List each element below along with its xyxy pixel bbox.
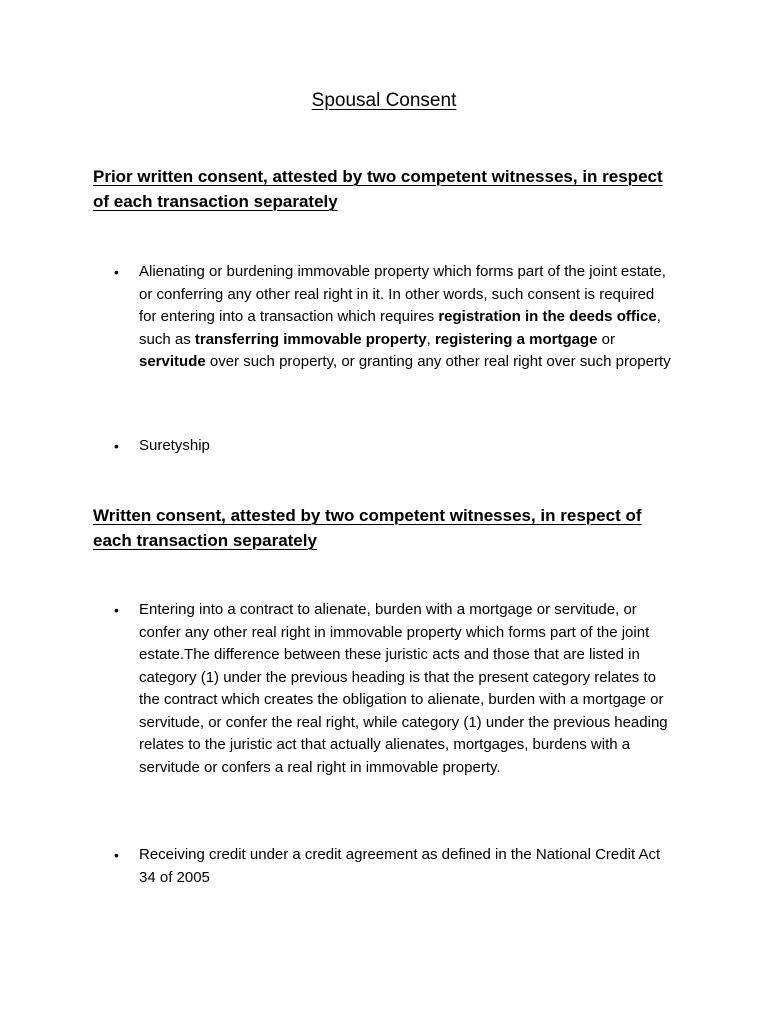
bold-text-run: servitude — [139, 353, 206, 370]
text-run: or — [597, 330, 616, 348]
list-item-text: Suretyship — [139, 437, 210, 454]
bold-text-run: transferring immovable property — [194, 330, 427, 348]
section-heading-text: Written consent, attested by two competent witnesses, in respect of each transaction separately — [93, 506, 642, 550]
list-item-suretyship — [114, 435, 674, 458]
section-heading-prior-written-consent — [93, 164, 683, 214]
list-item-text: Entering into a contract to alienate, burden with a mortgage or servitude, or confer any other real right in immovable property which forms part of the joint estate.The difference between these juristic acts and those that are listed in category (1) under the previous heading is that the present category relates to the contract which creates the obligation to alienate, burden with a mortgage or servitude, or confer the real right, while category (1) under the previous heading relates to the juristic act that actually alienates, mortgages, burdens with a servitude or confers a real right in immovable property. — [139, 601, 668, 776]
text-run: , such as — [139, 308, 661, 348]
document-title-text: Spousal Consent — [311, 90, 457, 111]
section-heading-written-consent — [93, 503, 683, 553]
bullet-icon: • — [114, 847, 119, 863]
bullet-icon: • — [114, 264, 119, 280]
bullet-icon: • — [114, 602, 119, 618]
bold-text-run: registration in the deeds office — [438, 308, 657, 325]
list-item-text — [139, 261, 674, 374]
list-item-entering-into-contract — [114, 599, 674, 779]
text-run: over such property, or granting any other real right over such property — [205, 353, 671, 370]
list-item-alienating-immovable-property — [114, 261, 674, 374]
bold-text-run: registering a mortgage — [434, 330, 598, 348]
section-heading-text: Prior written consent, attested by two competent witnesses, in respect of each transaction separately — [93, 167, 663, 211]
list-item-receiving-credit — [114, 844, 674, 889]
list-item-text: Receiving credit under a credit agreement as defined in the National Credit Act 34 of 2005 — [139, 846, 661, 886]
document-title — [0, 88, 768, 114]
text-run: , — [426, 330, 435, 348]
text-run: Alienating or burdening immovable property which forms part of the joint estate, or conferring any other real right in it. In other words, such consent is required for entering into a transaction which requires — [139, 263, 666, 325]
bullet-icon: • — [114, 438, 119, 454]
